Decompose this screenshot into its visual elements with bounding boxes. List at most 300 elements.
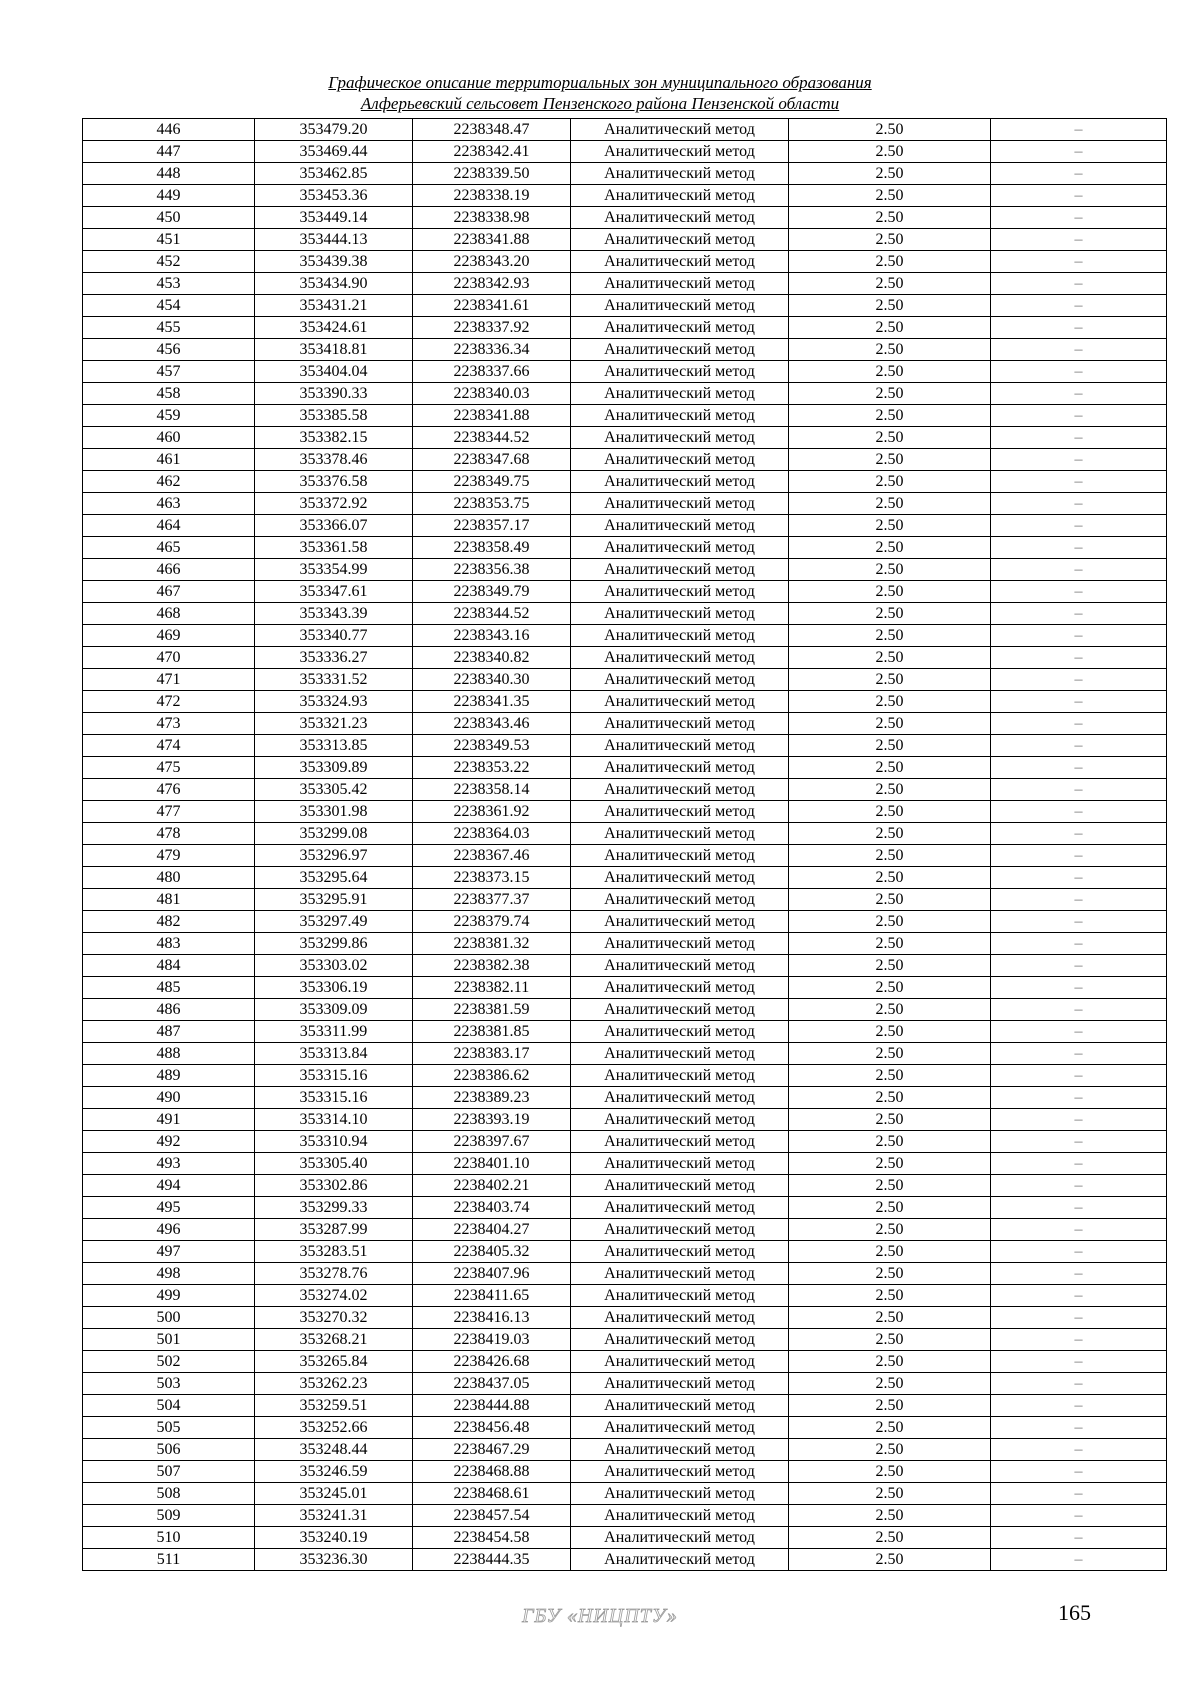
x-coordinate-cell: 353274.02 xyxy=(255,1285,413,1307)
point-number-cell: 455 xyxy=(83,317,255,339)
method-cell: Аналитический метод xyxy=(571,1065,789,1087)
accuracy-cell: 2.50 xyxy=(789,361,991,383)
y-coordinate-cell: 2238373.15 xyxy=(413,867,571,889)
x-coordinate-cell: 353313.84 xyxy=(255,1043,413,1065)
point-number-cell: 472 xyxy=(83,691,255,713)
y-coordinate-cell: 2238364.03 xyxy=(413,823,571,845)
x-coordinate-cell: 353462.85 xyxy=(255,163,413,185)
note-cell: – xyxy=(991,1197,1167,1219)
x-coordinate-cell: 353262.23 xyxy=(255,1373,413,1395)
note-cell: – xyxy=(991,1285,1167,1307)
header-line-1: Графическое описание территориальных зон муниципального образования xyxy=(328,73,872,92)
point-number-cell: 506 xyxy=(83,1439,255,1461)
method-cell: Аналитический метод xyxy=(571,867,789,889)
accuracy-cell: 2.50 xyxy=(789,691,991,713)
y-coordinate-cell: 2238401.10 xyxy=(413,1153,571,1175)
method-cell: Аналитический метод xyxy=(571,955,789,977)
note-cell: – xyxy=(991,1219,1167,1241)
note-cell: – xyxy=(991,999,1167,1021)
accuracy-cell: 2.50 xyxy=(789,603,991,625)
note-cell: – xyxy=(991,1065,1167,1087)
point-number-cell: 454 xyxy=(83,295,255,317)
y-coordinate-cell: 2238357.17 xyxy=(413,515,571,537)
method-cell: Аналитический метод xyxy=(571,559,789,581)
table-row xyxy=(83,977,1167,999)
note-cell: – xyxy=(991,757,1167,779)
y-coordinate-cell: 2238338.98 xyxy=(413,207,571,229)
accuracy-cell: 2.50 xyxy=(789,515,991,537)
y-coordinate-cell: 2238397.67 xyxy=(413,1131,571,1153)
x-coordinate-cell: 353270.32 xyxy=(255,1307,413,1329)
page-number: 165 xyxy=(1058,1600,1091,1625)
method-cell: Аналитический метод xyxy=(571,691,789,713)
note-cell: – xyxy=(991,779,1167,801)
note-cell: – xyxy=(991,383,1167,405)
table-row xyxy=(83,581,1167,603)
table-row xyxy=(83,317,1167,339)
accuracy-cell: 2.50 xyxy=(789,1461,991,1483)
accuracy-cell: 2.50 xyxy=(789,911,991,933)
x-coordinate-cell: 353315.16 xyxy=(255,1065,413,1087)
y-coordinate-cell: 2238457.54 xyxy=(413,1505,571,1527)
method-cell: Аналитический метод xyxy=(571,493,789,515)
accuracy-cell: 2.50 xyxy=(789,713,991,735)
point-number-cell: 510 xyxy=(83,1527,255,1549)
accuracy-cell: 2.50 xyxy=(789,625,991,647)
note-cell: – xyxy=(991,1461,1167,1483)
y-coordinate-cell: 2238389.23 xyxy=(413,1087,571,1109)
note-cell: – xyxy=(991,1329,1167,1351)
table-row xyxy=(83,493,1167,515)
note-cell: – xyxy=(991,273,1167,295)
x-coordinate-cell: 353259.51 xyxy=(255,1395,413,1417)
method-cell: Аналитический метод xyxy=(571,603,789,625)
table-row xyxy=(83,1263,1167,1285)
method-cell: Аналитический метод xyxy=(571,1197,789,1219)
accuracy-cell: 2.50 xyxy=(789,669,991,691)
table-row xyxy=(83,1043,1167,1065)
table-row xyxy=(83,779,1167,801)
y-coordinate-cell: 2238343.46 xyxy=(413,713,571,735)
x-coordinate-cell: 353297.49 xyxy=(255,911,413,933)
point-number-cell: 482 xyxy=(83,911,255,933)
accuracy-cell: 2.50 xyxy=(789,493,991,515)
y-coordinate-cell: 2238403.74 xyxy=(413,1197,571,1219)
y-coordinate-cell: 2238393.19 xyxy=(413,1109,571,1131)
table-row xyxy=(83,1065,1167,1087)
point-number-cell: 508 xyxy=(83,1483,255,1505)
x-coordinate-cell: 353278.76 xyxy=(255,1263,413,1285)
method-cell: Аналитический метод xyxy=(571,757,789,779)
y-coordinate-cell: 2238344.52 xyxy=(413,603,571,625)
y-coordinate-cell: 2238411.65 xyxy=(413,1285,571,1307)
y-coordinate-cell: 2238340.82 xyxy=(413,647,571,669)
table-row xyxy=(83,427,1167,449)
point-number-cell: 451 xyxy=(83,229,255,251)
note-cell: – xyxy=(991,1483,1167,1505)
y-coordinate-cell: 2238426.68 xyxy=(413,1351,571,1373)
method-cell: Аналитический метод xyxy=(571,449,789,471)
y-coordinate-cell: 2238404.27 xyxy=(413,1219,571,1241)
x-coordinate-cell: 353378.46 xyxy=(255,449,413,471)
note-cell: – xyxy=(991,1307,1167,1329)
x-coordinate-cell: 353299.33 xyxy=(255,1197,413,1219)
note-cell: – xyxy=(991,493,1167,515)
note-cell: – xyxy=(991,295,1167,317)
table-row xyxy=(83,1549,1167,1571)
footer-organization: ГБУ «НИЦПТУ» xyxy=(522,1605,678,1627)
point-number-cell: 477 xyxy=(83,801,255,823)
method-cell: Аналитический метод xyxy=(571,647,789,669)
table-row xyxy=(83,845,1167,867)
y-coordinate-cell: 2238419.03 xyxy=(413,1329,571,1351)
x-coordinate-cell: 353283.51 xyxy=(255,1241,413,1263)
table-row xyxy=(83,251,1167,273)
accuracy-cell: 2.50 xyxy=(789,1417,991,1439)
accuracy-cell: 2.50 xyxy=(789,449,991,471)
x-coordinate-cell: 353240.19 xyxy=(255,1527,413,1549)
table-row xyxy=(83,1417,1167,1439)
method-cell: Аналитический метод xyxy=(571,823,789,845)
point-number-cell: 461 xyxy=(83,449,255,471)
point-number-cell: 494 xyxy=(83,1175,255,1197)
accuracy-cell: 2.50 xyxy=(789,1175,991,1197)
accuracy-cell: 2.50 xyxy=(789,779,991,801)
method-cell: Аналитический метод xyxy=(571,141,789,163)
y-coordinate-cell: 2238444.35 xyxy=(413,1549,571,1571)
note-cell: – xyxy=(991,845,1167,867)
method-cell: Аналитический метод xyxy=(571,1175,789,1197)
note-cell: – xyxy=(991,625,1167,647)
accuracy-cell: 2.50 xyxy=(789,229,991,251)
point-number-cell: 500 xyxy=(83,1307,255,1329)
accuracy-cell: 2.50 xyxy=(789,1549,991,1571)
accuracy-cell: 2.50 xyxy=(789,647,991,669)
x-coordinate-cell: 353296.97 xyxy=(255,845,413,867)
x-coordinate-cell: 353246.59 xyxy=(255,1461,413,1483)
table-row xyxy=(83,1307,1167,1329)
y-coordinate-cell: 2238367.46 xyxy=(413,845,571,867)
point-number-cell: 505 xyxy=(83,1417,255,1439)
table-row xyxy=(83,1461,1167,1483)
x-coordinate-cell: 353299.08 xyxy=(255,823,413,845)
point-number-cell: 492 xyxy=(83,1131,255,1153)
accuracy-cell: 2.50 xyxy=(789,1285,991,1307)
point-number-cell: 475 xyxy=(83,757,255,779)
y-coordinate-cell: 2238349.79 xyxy=(413,581,571,603)
point-number-cell: 458 xyxy=(83,383,255,405)
method-cell: Аналитический метод xyxy=(571,1021,789,1043)
x-coordinate-cell: 353268.21 xyxy=(255,1329,413,1351)
accuracy-cell: 2.50 xyxy=(789,1219,991,1241)
note-cell: – xyxy=(991,471,1167,493)
point-number-cell: 511 xyxy=(83,1549,255,1571)
method-cell: Аналитический метод xyxy=(571,163,789,185)
method-cell: Аналитический метод xyxy=(571,317,789,339)
x-coordinate-cell: 353469.44 xyxy=(255,141,413,163)
note-cell: – xyxy=(991,1351,1167,1373)
x-coordinate-cell: 353444.13 xyxy=(255,229,413,251)
accuracy-cell: 2.50 xyxy=(789,1263,991,1285)
y-coordinate-cell: 2238353.75 xyxy=(413,493,571,515)
point-number-cell: 456 xyxy=(83,339,255,361)
x-coordinate-cell: 353313.85 xyxy=(255,735,413,757)
table-row xyxy=(83,1329,1167,1351)
y-coordinate-cell: 2238347.68 xyxy=(413,449,571,471)
accuracy-cell: 2.50 xyxy=(789,185,991,207)
x-coordinate-cell: 353372.92 xyxy=(255,493,413,515)
accuracy-cell: 2.50 xyxy=(789,1373,991,1395)
x-coordinate-cell: 353439.38 xyxy=(255,251,413,273)
y-coordinate-cell: 2238468.88 xyxy=(413,1461,571,1483)
note-cell: – xyxy=(991,317,1167,339)
accuracy-cell: 2.50 xyxy=(789,889,991,911)
note-cell: – xyxy=(991,537,1167,559)
accuracy-cell: 2.50 xyxy=(789,1021,991,1043)
note-cell: – xyxy=(991,1417,1167,1439)
table-row xyxy=(83,625,1167,647)
method-cell: Аналитический метод xyxy=(571,889,789,911)
x-coordinate-cell: 353299.86 xyxy=(255,933,413,955)
method-cell: Аналитический метод xyxy=(571,295,789,317)
table-row xyxy=(83,185,1167,207)
y-coordinate-cell: 2238379.74 xyxy=(413,911,571,933)
point-number-cell: 485 xyxy=(83,977,255,999)
table-row xyxy=(83,823,1167,845)
x-coordinate-cell: 353479.20 xyxy=(255,119,413,141)
accuracy-cell: 2.50 xyxy=(789,1131,991,1153)
note-cell: – xyxy=(991,163,1167,185)
table-row xyxy=(83,449,1167,471)
note-cell: – xyxy=(991,1439,1167,1461)
accuracy-cell: 2.50 xyxy=(789,1241,991,1263)
point-number-cell: 483 xyxy=(83,933,255,955)
table-row xyxy=(83,1131,1167,1153)
table-row xyxy=(83,339,1167,361)
point-number-cell: 460 xyxy=(83,427,255,449)
note-cell: – xyxy=(991,889,1167,911)
coordinates-table-body xyxy=(83,119,1167,1571)
y-coordinate-cell: 2238340.03 xyxy=(413,383,571,405)
table-row xyxy=(83,1109,1167,1131)
point-number-cell: 497 xyxy=(83,1241,255,1263)
point-number-cell: 470 xyxy=(83,647,255,669)
note-cell: – xyxy=(991,1395,1167,1417)
x-coordinate-cell: 353343.39 xyxy=(255,603,413,625)
method-cell: Аналитический метод xyxy=(571,427,789,449)
table-row xyxy=(83,383,1167,405)
table-row xyxy=(83,163,1167,185)
accuracy-cell: 2.50 xyxy=(789,801,991,823)
accuracy-cell: 2.50 xyxy=(789,471,991,493)
note-cell: – xyxy=(991,581,1167,603)
accuracy-cell: 2.50 xyxy=(789,999,991,1021)
y-coordinate-cell: 2238382.38 xyxy=(413,955,571,977)
point-number-cell: 449 xyxy=(83,185,255,207)
table-row xyxy=(83,757,1167,779)
method-cell: Аналитический метод xyxy=(571,515,789,537)
y-coordinate-cell: 2238342.41 xyxy=(413,141,571,163)
y-coordinate-cell: 2238467.29 xyxy=(413,1439,571,1461)
x-coordinate-cell: 353390.33 xyxy=(255,383,413,405)
table-row xyxy=(83,1351,1167,1373)
y-coordinate-cell: 2238341.88 xyxy=(413,229,571,251)
accuracy-cell: 2.50 xyxy=(789,955,991,977)
note-cell: – xyxy=(991,251,1167,273)
x-coordinate-cell: 353331.52 xyxy=(255,669,413,691)
table-row xyxy=(83,1175,1167,1197)
note-cell: – xyxy=(991,1505,1167,1527)
note-cell: – xyxy=(991,669,1167,691)
y-coordinate-cell: 2238454.58 xyxy=(413,1527,571,1549)
table-row xyxy=(83,1395,1167,1417)
table-row xyxy=(83,867,1167,889)
y-coordinate-cell: 2238353.22 xyxy=(413,757,571,779)
accuracy-cell: 2.50 xyxy=(789,317,991,339)
y-coordinate-cell: 2238382.11 xyxy=(413,977,571,999)
note-cell: – xyxy=(991,427,1167,449)
x-coordinate-cell: 353324.93 xyxy=(255,691,413,713)
method-cell: Аналитический метод xyxy=(571,537,789,559)
y-coordinate-cell: 2238358.49 xyxy=(413,537,571,559)
accuracy-cell: 2.50 xyxy=(789,1065,991,1087)
x-coordinate-cell: 353295.91 xyxy=(255,889,413,911)
note-cell: – xyxy=(991,735,1167,757)
accuracy-cell: 2.50 xyxy=(789,933,991,955)
table-row xyxy=(83,801,1167,823)
table-row xyxy=(83,1197,1167,1219)
note-cell: – xyxy=(991,185,1167,207)
x-coordinate-cell: 353305.40 xyxy=(255,1153,413,1175)
x-coordinate-cell: 353245.01 xyxy=(255,1483,413,1505)
y-coordinate-cell: 2238342.93 xyxy=(413,273,571,295)
method-cell: Аналитический метод xyxy=(571,1395,789,1417)
point-number-cell: 490 xyxy=(83,1087,255,1109)
accuracy-cell: 2.50 xyxy=(789,1153,991,1175)
x-coordinate-cell: 353431.21 xyxy=(255,295,413,317)
method-cell: Аналитический метод xyxy=(571,1307,789,1329)
point-number-cell: 509 xyxy=(83,1505,255,1527)
x-coordinate-cell: 353347.61 xyxy=(255,581,413,603)
x-coordinate-cell: 353309.89 xyxy=(255,757,413,779)
x-coordinate-cell: 353340.77 xyxy=(255,625,413,647)
table-row xyxy=(83,911,1167,933)
method-cell: Аналитический метод xyxy=(571,801,789,823)
accuracy-cell: 2.50 xyxy=(789,537,991,559)
point-number-cell: 464 xyxy=(83,515,255,537)
x-coordinate-cell: 353418.81 xyxy=(255,339,413,361)
note-cell: – xyxy=(991,977,1167,999)
document-header xyxy=(0,72,1200,114)
accuracy-cell: 2.50 xyxy=(789,427,991,449)
x-coordinate-cell: 353302.86 xyxy=(255,1175,413,1197)
accuracy-cell: 2.50 xyxy=(789,1351,991,1373)
accuracy-cell: 2.50 xyxy=(789,1395,991,1417)
table-row xyxy=(83,999,1167,1021)
note-cell: – xyxy=(991,1153,1167,1175)
accuracy-cell: 2.50 xyxy=(789,1087,991,1109)
header-line-2: Алферьевский сельсовет Пензенского района Пензенской области xyxy=(360,94,840,113)
accuracy-cell: 2.50 xyxy=(789,845,991,867)
x-coordinate-cell: 353252.66 xyxy=(255,1417,413,1439)
y-coordinate-cell: 2238343.20 xyxy=(413,251,571,273)
y-coordinate-cell: 2238338.19 xyxy=(413,185,571,207)
table-row xyxy=(83,515,1167,537)
x-coordinate-cell: 353306.19 xyxy=(255,977,413,999)
note-cell: – xyxy=(991,559,1167,581)
method-cell: Аналитический метод xyxy=(571,185,789,207)
y-coordinate-cell: 2238341.61 xyxy=(413,295,571,317)
point-number-cell: 504 xyxy=(83,1395,255,1417)
table-row xyxy=(83,1439,1167,1461)
y-coordinate-cell: 2238336.34 xyxy=(413,339,571,361)
point-number-cell: 465 xyxy=(83,537,255,559)
method-cell: Аналитический метод xyxy=(571,471,789,493)
accuracy-cell: 2.50 xyxy=(789,1109,991,1131)
method-cell: Аналитический метод xyxy=(571,911,789,933)
note-cell: – xyxy=(991,955,1167,977)
table-row xyxy=(83,669,1167,691)
y-coordinate-cell: 2238402.21 xyxy=(413,1175,571,1197)
method-cell: Аналитический метод xyxy=(571,251,789,273)
table-row xyxy=(83,691,1167,713)
note-cell: – xyxy=(991,603,1167,625)
accuracy-cell: 2.50 xyxy=(789,163,991,185)
note-cell: – xyxy=(991,933,1167,955)
method-cell: Аналитический метод xyxy=(571,1439,789,1461)
x-coordinate-cell: 353453.36 xyxy=(255,185,413,207)
point-number-cell: 503 xyxy=(83,1373,255,1395)
method-cell: Аналитический метод xyxy=(571,1153,789,1175)
method-cell: Аналитический метод xyxy=(571,1351,789,1373)
method-cell: Аналитический метод xyxy=(571,1373,789,1395)
y-coordinate-cell: 2238340.30 xyxy=(413,669,571,691)
point-number-cell: 450 xyxy=(83,207,255,229)
table-row xyxy=(83,1241,1167,1263)
method-cell: Аналитический метод xyxy=(571,273,789,295)
y-coordinate-cell: 2238344.52 xyxy=(413,427,571,449)
method-cell: Аналитический метод xyxy=(571,713,789,735)
x-coordinate-cell: 353434.90 xyxy=(255,273,413,295)
table-row xyxy=(83,537,1167,559)
x-coordinate-cell: 353311.99 xyxy=(255,1021,413,1043)
x-coordinate-cell: 353354.99 xyxy=(255,559,413,581)
point-number-cell: 457 xyxy=(83,361,255,383)
note-cell: – xyxy=(991,1263,1167,1285)
point-number-cell: 471 xyxy=(83,669,255,691)
accuracy-cell: 2.50 xyxy=(789,273,991,295)
method-cell: Аналитический метод xyxy=(571,1329,789,1351)
accuracy-cell: 2.50 xyxy=(789,867,991,889)
accuracy-cell: 2.50 xyxy=(789,207,991,229)
y-coordinate-cell: 2238381.32 xyxy=(413,933,571,955)
x-coordinate-cell: 353321.23 xyxy=(255,713,413,735)
accuracy-cell: 2.50 xyxy=(789,1307,991,1329)
note-cell: – xyxy=(991,1021,1167,1043)
method-cell: Аналитический метод xyxy=(571,1483,789,1505)
accuracy-cell: 2.50 xyxy=(789,141,991,163)
table-row xyxy=(83,1087,1167,1109)
x-coordinate-cell: 353301.98 xyxy=(255,801,413,823)
note-cell: – xyxy=(991,449,1167,471)
table-row xyxy=(83,141,1167,163)
method-cell: Аналитический метод xyxy=(571,1241,789,1263)
note-cell: – xyxy=(991,1087,1167,1109)
y-coordinate-cell: 2238337.66 xyxy=(413,361,571,383)
point-number-cell: 493 xyxy=(83,1153,255,1175)
method-cell: Аналитический метод xyxy=(571,1527,789,1549)
point-number-cell: 501 xyxy=(83,1329,255,1351)
